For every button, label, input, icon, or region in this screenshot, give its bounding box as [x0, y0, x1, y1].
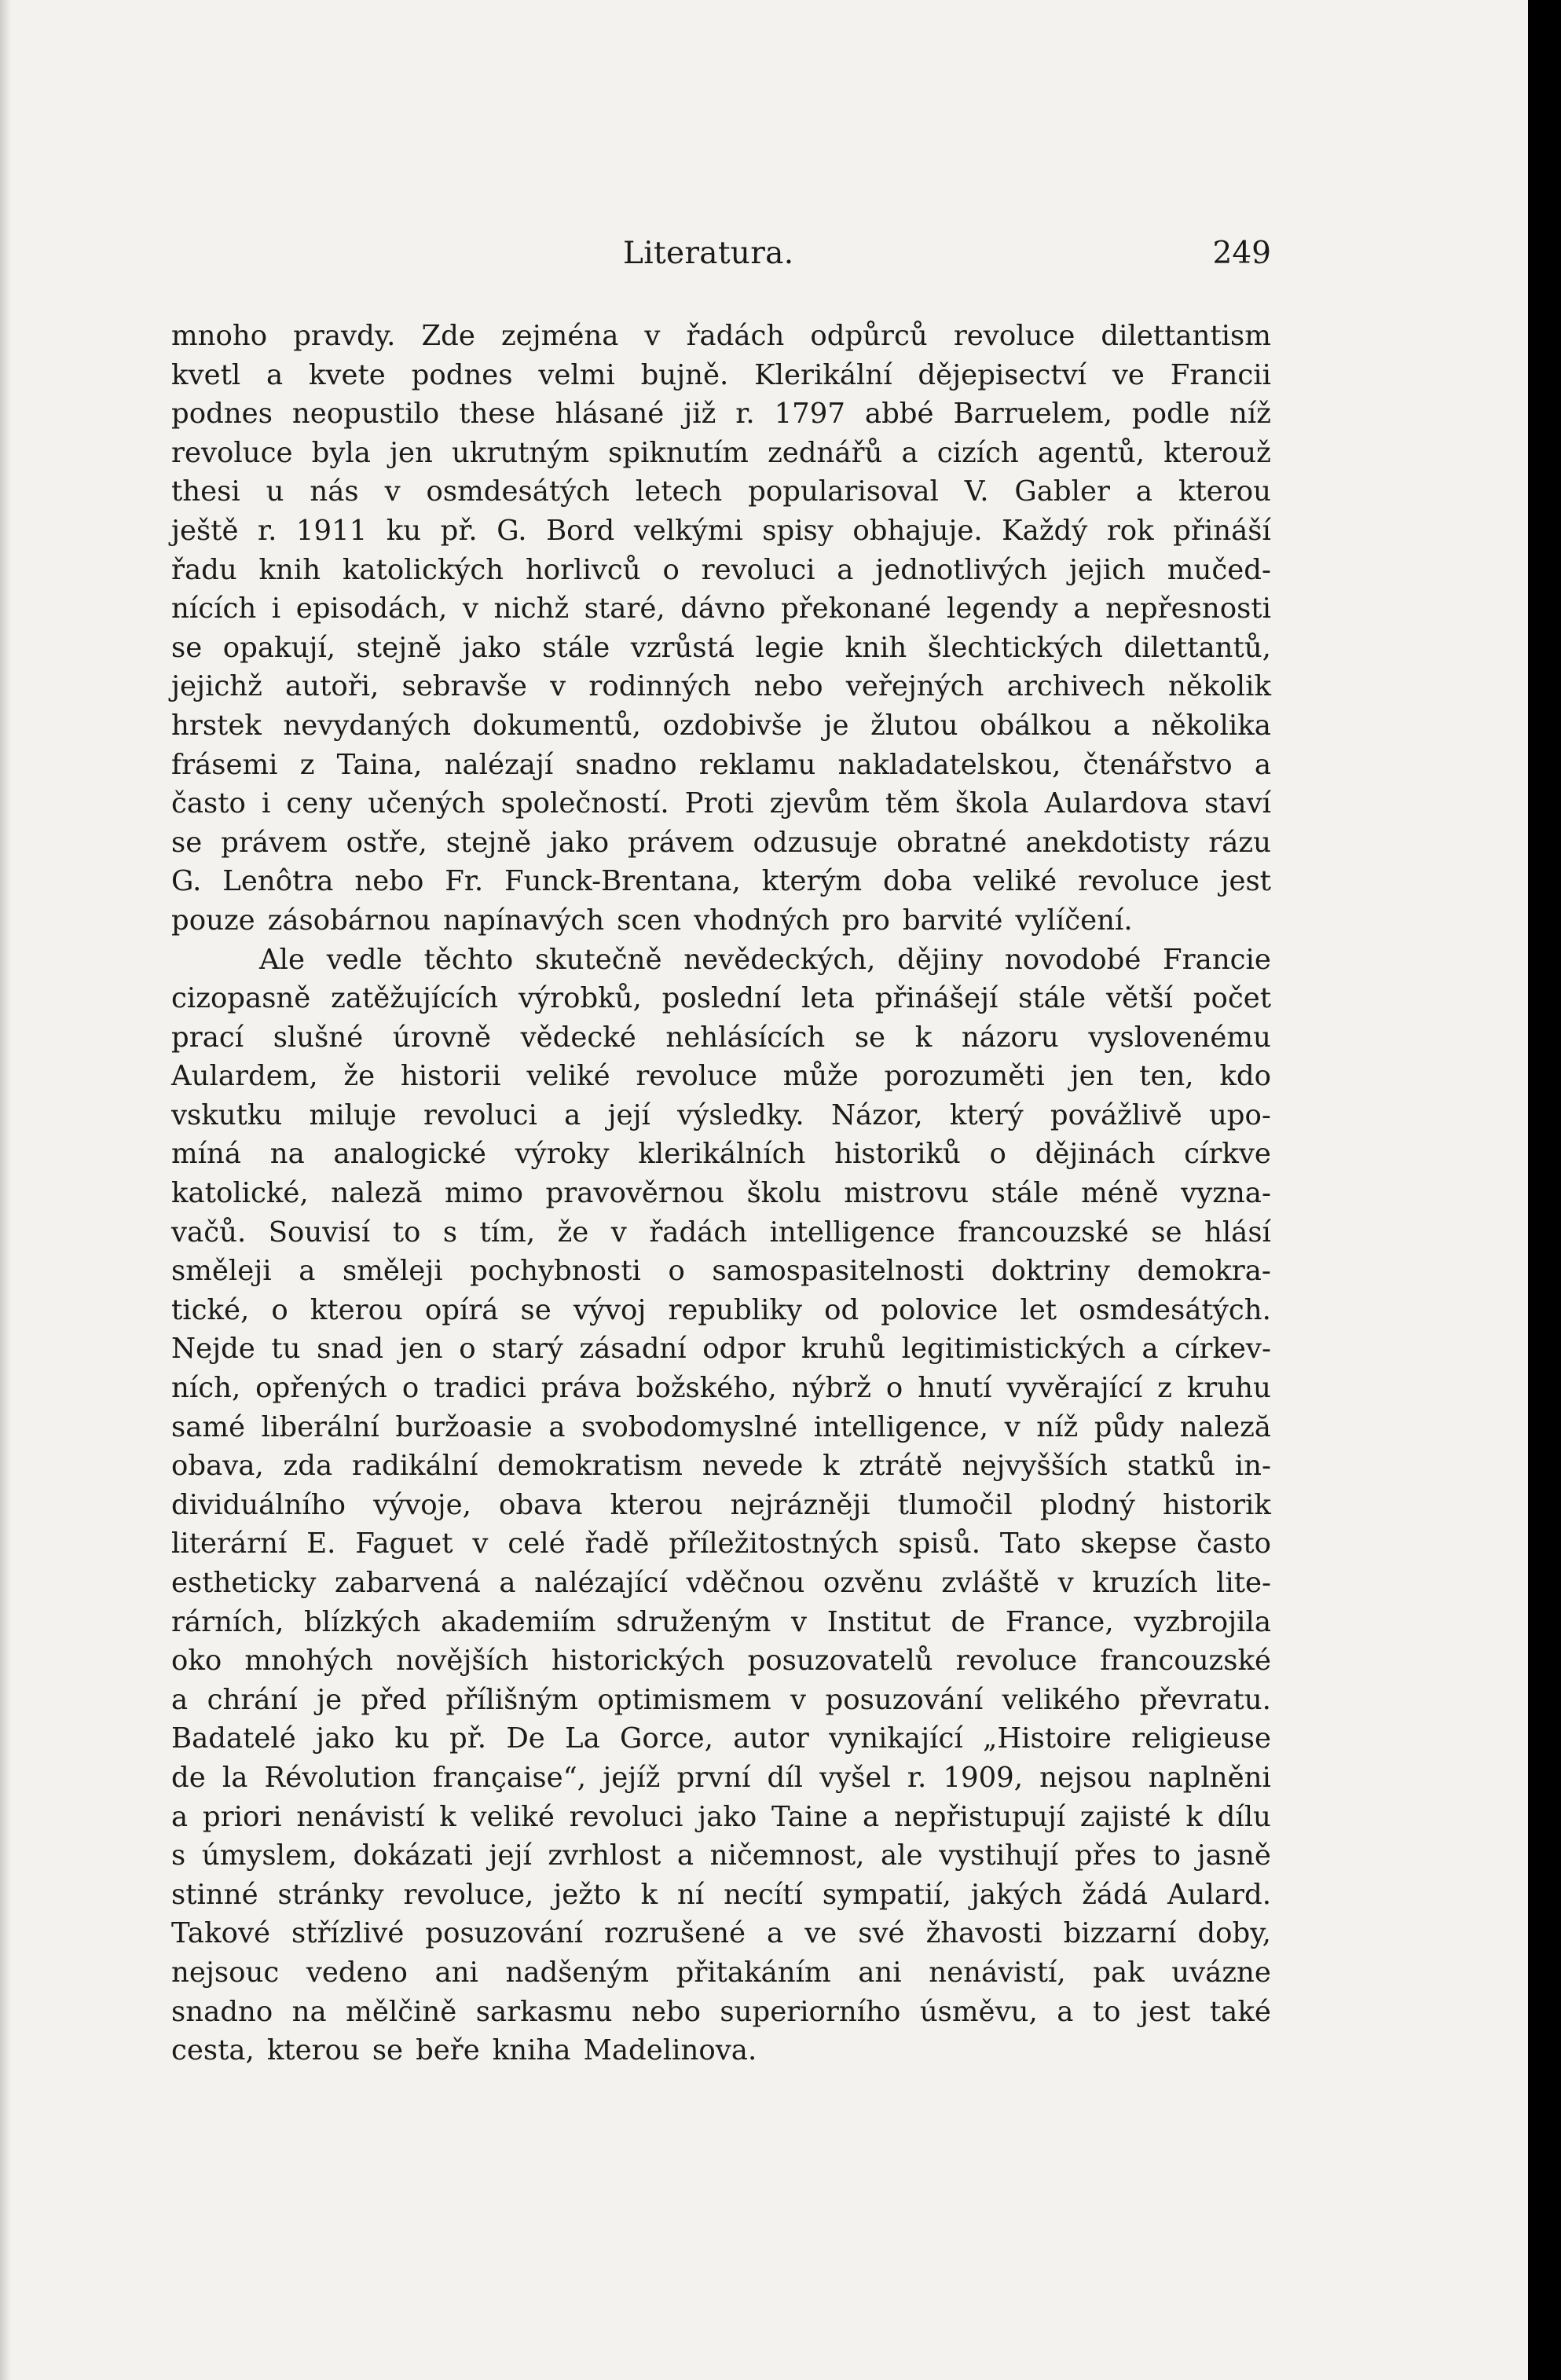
text-line: cizopasně zatěžujících výrobků, poslední leta přinášejí stále větší počet: [171, 982, 1271, 1015]
text-line: hrstek nevydaných dokumentů, ozdobivše je žlutou obálkou a několika: [171, 709, 1271, 742]
text-line: Ale vedle těchto skutečně nevědeckých, dějiny novodobé Francie: [259, 943, 1271, 976]
text-line: jejichž autoři, sebravše v rodinných nebo veřejných archivech několik: [171, 670, 1271, 703]
text-line: katolické, naleză mimo pravověrnou školu mistrovu stále méně vyzna-: [171, 1177, 1271, 1210]
text-line: de la Révolution française“, jejíž první díl vyšel r. 1909, nejsou naplněni: [171, 1761, 1271, 1794]
text-line: G. Lenôtra nebo Fr. Funck-Brentana, kterým doba veliké revoluce jest: [171, 865, 1271, 898]
text-line: cesta, kterou se beře kniha Madelinova.: [171, 2034, 757, 2067]
text-line: dividuálního vývoje, obava kterou nejrázněji tlumočil plodný historik: [171, 1488, 1271, 1521]
running-head: Literatura.: [623, 236, 794, 271]
text-line: mnoho pravdy. Zde zejména v řadách odpůrců revoluce dilettantism: [171, 320, 1271, 352]
page-header: [171, 236, 1271, 271]
text-line: nejsouc vedeno ani nadšeným přitakáním ani nenávistí, pak uvázne: [171, 1956, 1271, 1989]
text-line: vačů. Souvisí to s tím, že v řadách intelligence francouzské se hlásí: [171, 1216, 1271, 1249]
text-line: často i ceny učených společností. Proti zjevům těm škola Aulardova staví: [171, 787, 1271, 820]
text-line: frásemi z Taina, nalézají snadno reklamu nakladatelskou, čtenářstvo a: [171, 748, 1271, 781]
text-line: kvetl a kvete podnes velmi bujně. Klerikální dějepisectví ve Francii: [171, 358, 1271, 391]
text-line: směleji a směleji pochybnosti o samospasitelnosti doktriny demokra-: [171, 1255, 1271, 1288]
text-line: revoluce byla jen ukrutným spiknutím zednářů a cizích agentů, kterouž: [171, 436, 1271, 469]
text-line: rárních, blízkých akademiím sdruženým v Institut de France, vyzbrojila: [171, 1605, 1271, 1638]
text-line: tické, o kterou opírá se vývoj republiky od polovice let osmdesátých.: [171, 1293, 1271, 1326]
text-line: míná na analogické výroky klerikálních historiků o dějinách církve: [171, 1138, 1271, 1171]
text-line: pouze zásobárnou napínavých scen vhodných pro barvité vylíčení.: [171, 904, 1133, 937]
text-line: s úmyslem, dokázati její zvrhlost a ničemnost, ale vystihují přes to jasně: [171, 1839, 1271, 1872]
text-line: prací slušné úrovně vědecké nehlásících se k názoru vyslovenému: [171, 1021, 1271, 1054]
text-block: [171, 236, 1271, 2070]
text-line: oko mnohých novějších historických posuzovatelů revoluce francouzské: [171, 1645, 1271, 1678]
text-line: a priori nenávistí k veliké revoluci jako Taine a nepřistupují zajisté k dílu: [171, 1800, 1271, 1833]
body-text: [171, 317, 1271, 2070]
text-line: Nejde tu snad jen o starý zásadní odpor kruhů legitimistických a církev-: [171, 1333, 1271, 1366]
text-line: literární E. Faguet v celé řadě příležitostných spisů. Tato skepse často: [171, 1527, 1271, 1560]
text-line: thesi u nás v osmdesátých letech popularisoval V. Gabler a kterou: [171, 475, 1271, 508]
page-edge-shadow: [0, 0, 11, 2380]
text-line: ních, opřených o tradici práva božského, nýbrž o hnutí vyvěrající z kruhu: [171, 1372, 1271, 1405]
text-line: Aulardem, že historii veliké revoluce může porozuměti jen ten, kdo: [171, 1060, 1271, 1093]
text-line: se opakují, stejně jako stále vzrůstá legie knih šlechtických dilettantů,: [171, 631, 1271, 664]
text-line: obava, zda radikální demokratism nevede k ztrátě nejvyšších statků in-: [171, 1450, 1271, 1483]
text-line: samé liberální buržoasie a svobodomyslné intelligence, v níž půdy naleză: [171, 1410, 1271, 1443]
page-number: 249: [1212, 236, 1271, 271]
text-line: nících i episodách, v nichž staré, dávno překonané legendy a nepřesnosti: [171, 592, 1271, 625]
text-line: podnes neopustilo these hlásané již r. 1797 abbé Barruelem, podle níž: [171, 398, 1271, 431]
text-line: Takové střízlivé posuzování rozrušené a ve své žhavosti bizzarní doby,: [171, 1917, 1271, 1950]
text-line: vskutku miluje revoluci a její výsledky. Názor, který povážlivě upo-: [171, 1098, 1271, 1131]
text-line: a chrání je před přílišným optimismem v posuzování velikého převratu.: [171, 1683, 1271, 1716]
text-line: ještě r. 1911 ku př. G. Bord velkými spisy obhajuje. Každý rok přináší: [171, 514, 1271, 547]
text-line: řadu knih katolických horlivců o revoluci a jednotlivých jejich mučed-: [171, 553, 1271, 586]
text-line: Badatelé jako ku př. De La Gorce, autor vynikající „Histoire religieuse: [171, 1722, 1271, 1755]
scan-border: [1528, 0, 1561, 2380]
text-line: se právem ostře, stejně jako právem odzusuje obratné anekdotisty rázu: [171, 826, 1271, 859]
text-line: estheticky zabarvená a nalézající vděčnou ozvěnu zvláště v kruzích lite-: [171, 1567, 1271, 1599]
text-line: snadno na mělčině sarkasmu nebo superiorního úsměvu, a to jest také: [171, 1995, 1271, 2028]
text-line: stinné stránky revoluce, ježto k ní necítí sympatií, jakých žádá Aulard.: [171, 1878, 1271, 1911]
